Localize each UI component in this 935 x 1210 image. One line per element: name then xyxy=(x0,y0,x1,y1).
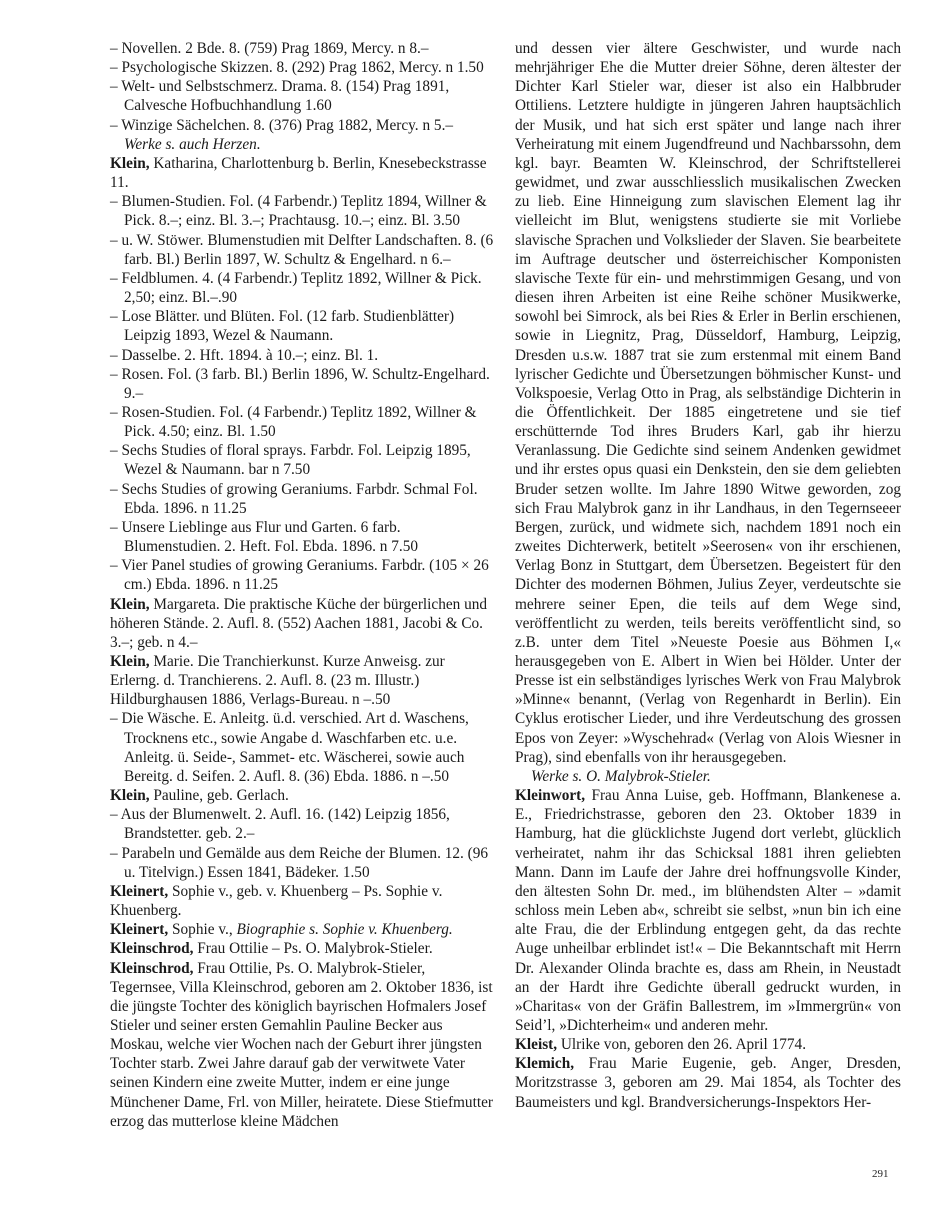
sub-entry xyxy=(110,346,494,365)
entry-paragraph xyxy=(110,652,494,709)
sub-entry xyxy=(110,58,494,77)
entry-paragraph xyxy=(110,786,494,805)
text-run: – Psychologische Skizzen. 8. (292) Prag 1862, Mercy. n 1.50 xyxy=(110,59,484,77)
text-run: – Vier Panel studies of growing Geraniums. Farbdr. (105 × 26 cm.) Ebda. 1896. n 11.25 xyxy=(110,557,489,594)
text-run: – Blumen-Studien. Fol. (4 Farbendr.) Teplitz 1894, Willner & Pick. 8.–; einz. Bl. 3.–; Prachtausg. 10.–; einz. Bl. 3.50 xyxy=(110,193,487,230)
sub-entry xyxy=(110,709,494,786)
sub-entry xyxy=(110,77,494,115)
text-run: Katharina, Charlottenburg b. Berlin, Knesebeckstrasse 11. xyxy=(110,154,487,192)
page-number: 291 xyxy=(872,1168,889,1180)
text-run: Marie. Die Tranchierkunst. Kurze Anweisg. zur Erlerng. d. Tranchierens. 2. Aufl. 8. (23 m. Illustr.) Hildburghausen 1886, Verlags-Bureau. n –.50 xyxy=(110,653,445,709)
text-run: Sophie v., geb. v. Khuenberg – Ps. Sophie v. Khuenberg. xyxy=(110,882,443,920)
text-run: und dessen vier ältere Geschwister, und wurde nach mehrjähriger Ehe die Mutter dreier Söhne, deren ältester der Dichter Karl Stieler war, dieser ist also ein Halbbruder Ottiliens. Letztere huldigte in jüngeren Jahren hauptsächlich der Musik, und hat sich erst später und lange nach ihrer Verheiratung mit einem Jugendfreund und Nachbarssohn, dem kgl. bayr. Beamten W. Kleinschrod, der Schriftstellerei gewidmet, und zwar ausschliesslich musikalischen Zwecken zu lieb. Eine Hinneigung zum slavischen Element lag ihr vielleicht im Blut, wenigstens studierte sie mit Vorliebe slavische Sprachen und Volkslieder der Slaven. Sie bearbeitete im Auftrage deutscher und österreichischer Komponisten slavische Texte für ein- und mehrstimmigen Gesang, und von diesen ihren Arbeiten ist eine Reihe schöner Musikwerke, sowohl bei Simrock, als bei Ries & Erler in Berlin erschienen, sowie in Liegnitz, Prag, Düsseldorf, Hamburg, Leipzig, Dresden u.s.w. 1887 trat sie zum erstenmal mit einem Band lyrischer Gedichte und Übersetzungen böhmischer Kunst- und Volkspoesie, Verlag Otto in Prag, als selbständige Dichterin in die Öffentlichkeit. Der 1885 eingetretene und sie tief erschütternde Tod ihres Bruders Karl, gab ihr hierzu Veranlassung. Die Gedichte sind seinem Andenken gewidmet und ihr erstes opus quasi ein Denkstein, den sie dem geliebten Bruder setzen wollte. Im Jahre 1890 Witwe geworden, zog sich Frau Malybrok ganz in ihr Landhaus, in den Tegernseeer Bergen, zurück, und widmete sich, nachdem 1891 noch ein zweites Dichterwerk, betitelt »Seerosen« von ihr erschienen, Verlag Bonz in Stuttgart, dem Übersetzen. Begeistert für den Dichter des modernen Böhmen, Julius Zeyer, verdeutschte sie mehrere seiner Epen, die teils auf dem Wege sind, veröffentlicht zu werden, teils bereits veröffentlicht sind, so z.B. unter dem Titel »Neueste Poesie aus Böhmen I,« herausgegeben von E. Albert in Wien bei Hölder. Unter der Presse ist ein selbständiges lyrisches Werk von Frau Malybrok »Minne« benannt, (Verlag von Regenhardt in Berlin). Ein Cyklus erotischer Lieder, und ihre Verdeutschung des grossen Epos von Zeyer: »Wyschehrad« (Verlag von Alois Wiesner in Prag), sind ebenfalls von ihr herausgegeben. xyxy=(515,40,901,766)
text-run: – Die Wäsche. E. Anleitg. ü.d. verschied. Art d. Waschens, Trocknens etc., sowie Angabe d. Waschfarben etc. u.e. Anleitg. ü. Seide-, Sammet- etc. Wäscherei, sowie auch Bereitg. d. Seifen. 2. Aufl. 8. (36) Ebda. 1886. n –.50 xyxy=(110,710,469,785)
entry-name: Kleinschrod, xyxy=(110,959,194,977)
entry-paragraph xyxy=(110,920,494,939)
entry-paragraph xyxy=(515,786,901,1035)
text-run: – u. W. Stöwer. Blumenstudien mit Delfter Landschaften. 8. (6 farb. Bl.) Berlin 1897, W. Schultz & Engelhard. n 6.– xyxy=(110,231,494,268)
entry-name: Klein, xyxy=(110,154,150,172)
sub-entry xyxy=(110,365,494,403)
text-run: – Aus der Blumenwelt. 2. Aufl. 16. (142) Leipzig 1856, Brandstetter. geb. 2.– xyxy=(110,806,450,843)
text-run: – Unsere Lieblinge aus Flur und Garten. 6 farb. Blumenstudien. 2. Heft. Fol. Ebda. 1896. n 7.50 xyxy=(110,518,419,556)
italic-text: Biographie s. Sophie v. Khuenberg. xyxy=(236,921,453,939)
entry-paragraph xyxy=(515,1054,901,1111)
right-column xyxy=(515,39,901,1112)
text-run: Frau Ottilie – Ps. O. Malybrok-Stieler. xyxy=(193,940,433,958)
entry-paragraph xyxy=(110,882,494,920)
sub-entry xyxy=(110,269,494,307)
sub-entry xyxy=(110,518,494,556)
italic-text: Werke s. O. Malybrok-Stieler. xyxy=(531,767,711,785)
italic-text: Werke s. auch Herzen. xyxy=(124,135,261,153)
entry-name: Klein, xyxy=(110,595,150,613)
entry-paragraph xyxy=(110,154,494,192)
text-run: – Dasselbe. 2. Hft. 1894. à 10.–; einz. Bl. 1. xyxy=(110,346,379,364)
text-run: – Novellen. 2 Bde. 8. (759) Prag 1869, Mercy. n 8.– xyxy=(110,40,429,57)
sub-entry xyxy=(110,116,494,154)
text-run: Frau Anna Luise, geb. Hoffmann, Blankenese a. E., Friedrichstrasse, geboren den 23. Oktober 1839 in Hamburg, hat die glücklichste Jugend dort verlebt, glücklich verheiratet, nahm ihr das Schicksal 1881 ihren geliebten Mann. Dann im Laufe der Jahre drei hoffnungsvolle Kinder, den ältesten Sohn Dr. med., im blühendsten Alter – »damit schloss mein Leben ab«, schreibt sie selbst, »nun bin ich eine alte Frau, die der Erblindung entgegen geht, da das rechte Auge unheilbar erblindet ist!« – Die Bekanntschaft mit Herrn Dr. Alexander Olinda brachte es, dass am Rhein, in Neustadt an der Hardt ihre Gedichte überall gedruckt wurden, in »Charitas« von der Gräfin Ballestrem, im »Immergrün« von Seid’l, »Dichterheim« und anderen mehr. xyxy=(515,787,901,1034)
text-run: – Rosen-Studien. Fol. (4 Farbendr.) Teplitz 1892, Willner & Pick. 4.50; einz. Bl. 1.50 xyxy=(110,403,477,441)
text-run: Frau Marie Eugenie, geb. Anger, Dresden, Moritzstrasse 3, geboren am 29. Mai 1854, als Tochter des Baumeisters und kgl. Brandversicherungs-Inspektors Her- xyxy=(515,1055,901,1111)
sub-entry xyxy=(110,192,494,230)
text-run: Frau Ottilie, Ps. O. Malybrok-Stieler, Tegernsee, Villa Kleinschrod, geboren am 2. Oktober 1836, ist die jüngste Tochter des königlich bayrischen Hofmalers Josef Stieler und seiner ersten Gemahlin Pauline Becker aus Moskau, welche vier Wochen nach der Geburt ihrer jüngsten Tochter starb. Zwei Jahre darauf gab der verwitwete Vater seinen Kindern eine zweite Mutter, indem er eine junge Münchener Dame, Frl. von Miller, heiratete. Diese Stiefmutter erzog das mutterlose kleine Mädchen xyxy=(110,959,493,1130)
sub-entry xyxy=(110,403,494,441)
text-run: Margareta. Die praktische Küche der bürgerlichen und höheren Stände. 2. Aufl. 8. (552) Aachen 1881, Jacobi & Co. 3.–; geb. n 4.– xyxy=(110,595,488,651)
text-run: Ulrike von, geboren den 26. April 1774. xyxy=(557,1036,807,1054)
entry-name: Klemich, xyxy=(515,1055,575,1073)
entry-name: Kleist, xyxy=(515,1036,558,1054)
entry-name: Kleinschrod, xyxy=(110,940,194,958)
sub-entry xyxy=(110,556,494,594)
sub-entry xyxy=(110,307,494,345)
sub-entry xyxy=(110,480,494,518)
sub-entry xyxy=(110,39,494,58)
entry-paragraph xyxy=(110,959,494,1131)
text-run: – Lose Blätter. und Blüten. Fol. (12 farb. Studienblätter) Leipzig 1893, Wezel & Naumann. xyxy=(110,308,455,345)
entry-name: Klein, xyxy=(110,653,150,670)
sub-entry xyxy=(110,844,494,882)
entry-name: Kleinert, xyxy=(110,882,169,900)
sub-entry xyxy=(110,231,494,269)
entry-name: Kleinwort, xyxy=(515,787,586,805)
text-run: – Feldblumen. 4. (4 Farbendr.) Teplitz 1892, Willner & Pick. 2,50; einz. Bl.–.90 xyxy=(110,269,482,307)
text-paragraph xyxy=(515,767,901,786)
text-run: – Parabeln und Gemälde aus dem Reiche der Blumen. 12. (96 u. Titelvign.) Essen 1841, Bädeker. 1.50 xyxy=(110,844,489,881)
text-run: – Winzige Sächelchen. 8. (376) Prag 1882, Mercy. n 5.– xyxy=(110,116,454,134)
entry-paragraph xyxy=(110,595,494,652)
text-run: – Rosen. Fol. (3 farb. Bl.) Berlin 1896, W. Schultz-Engelhard. 9.– xyxy=(110,365,490,402)
text-run: – Welt- und Selbstschmerz. Drama. 8. (154) Prag 1891, Calvesche Hofbuchhandlung 1.60 xyxy=(110,78,450,115)
left-column xyxy=(110,39,494,1131)
text-run: – Sechs Studies of growing Geraniums. Farbdr. Schmal Fol. Ebda. 1896. n 11.25 xyxy=(110,480,478,517)
entry-paragraph xyxy=(110,939,494,958)
entry-paragraph xyxy=(515,1035,901,1054)
text-paragraph xyxy=(515,39,901,767)
text-run: Sophie v., xyxy=(168,921,237,939)
sub-entry xyxy=(110,805,494,843)
text-run: Pauline, geb. Gerlach. xyxy=(149,787,289,805)
text-run: – Sechs Studies of floral sprays. Farbdr. Fol. Leipzig 1895, Wezel & Naumann. bar n 7.50 xyxy=(110,442,471,479)
sub-entry xyxy=(110,441,494,479)
entry-name: Kleinert, xyxy=(110,921,169,939)
entry-name: Klein, xyxy=(110,787,150,805)
